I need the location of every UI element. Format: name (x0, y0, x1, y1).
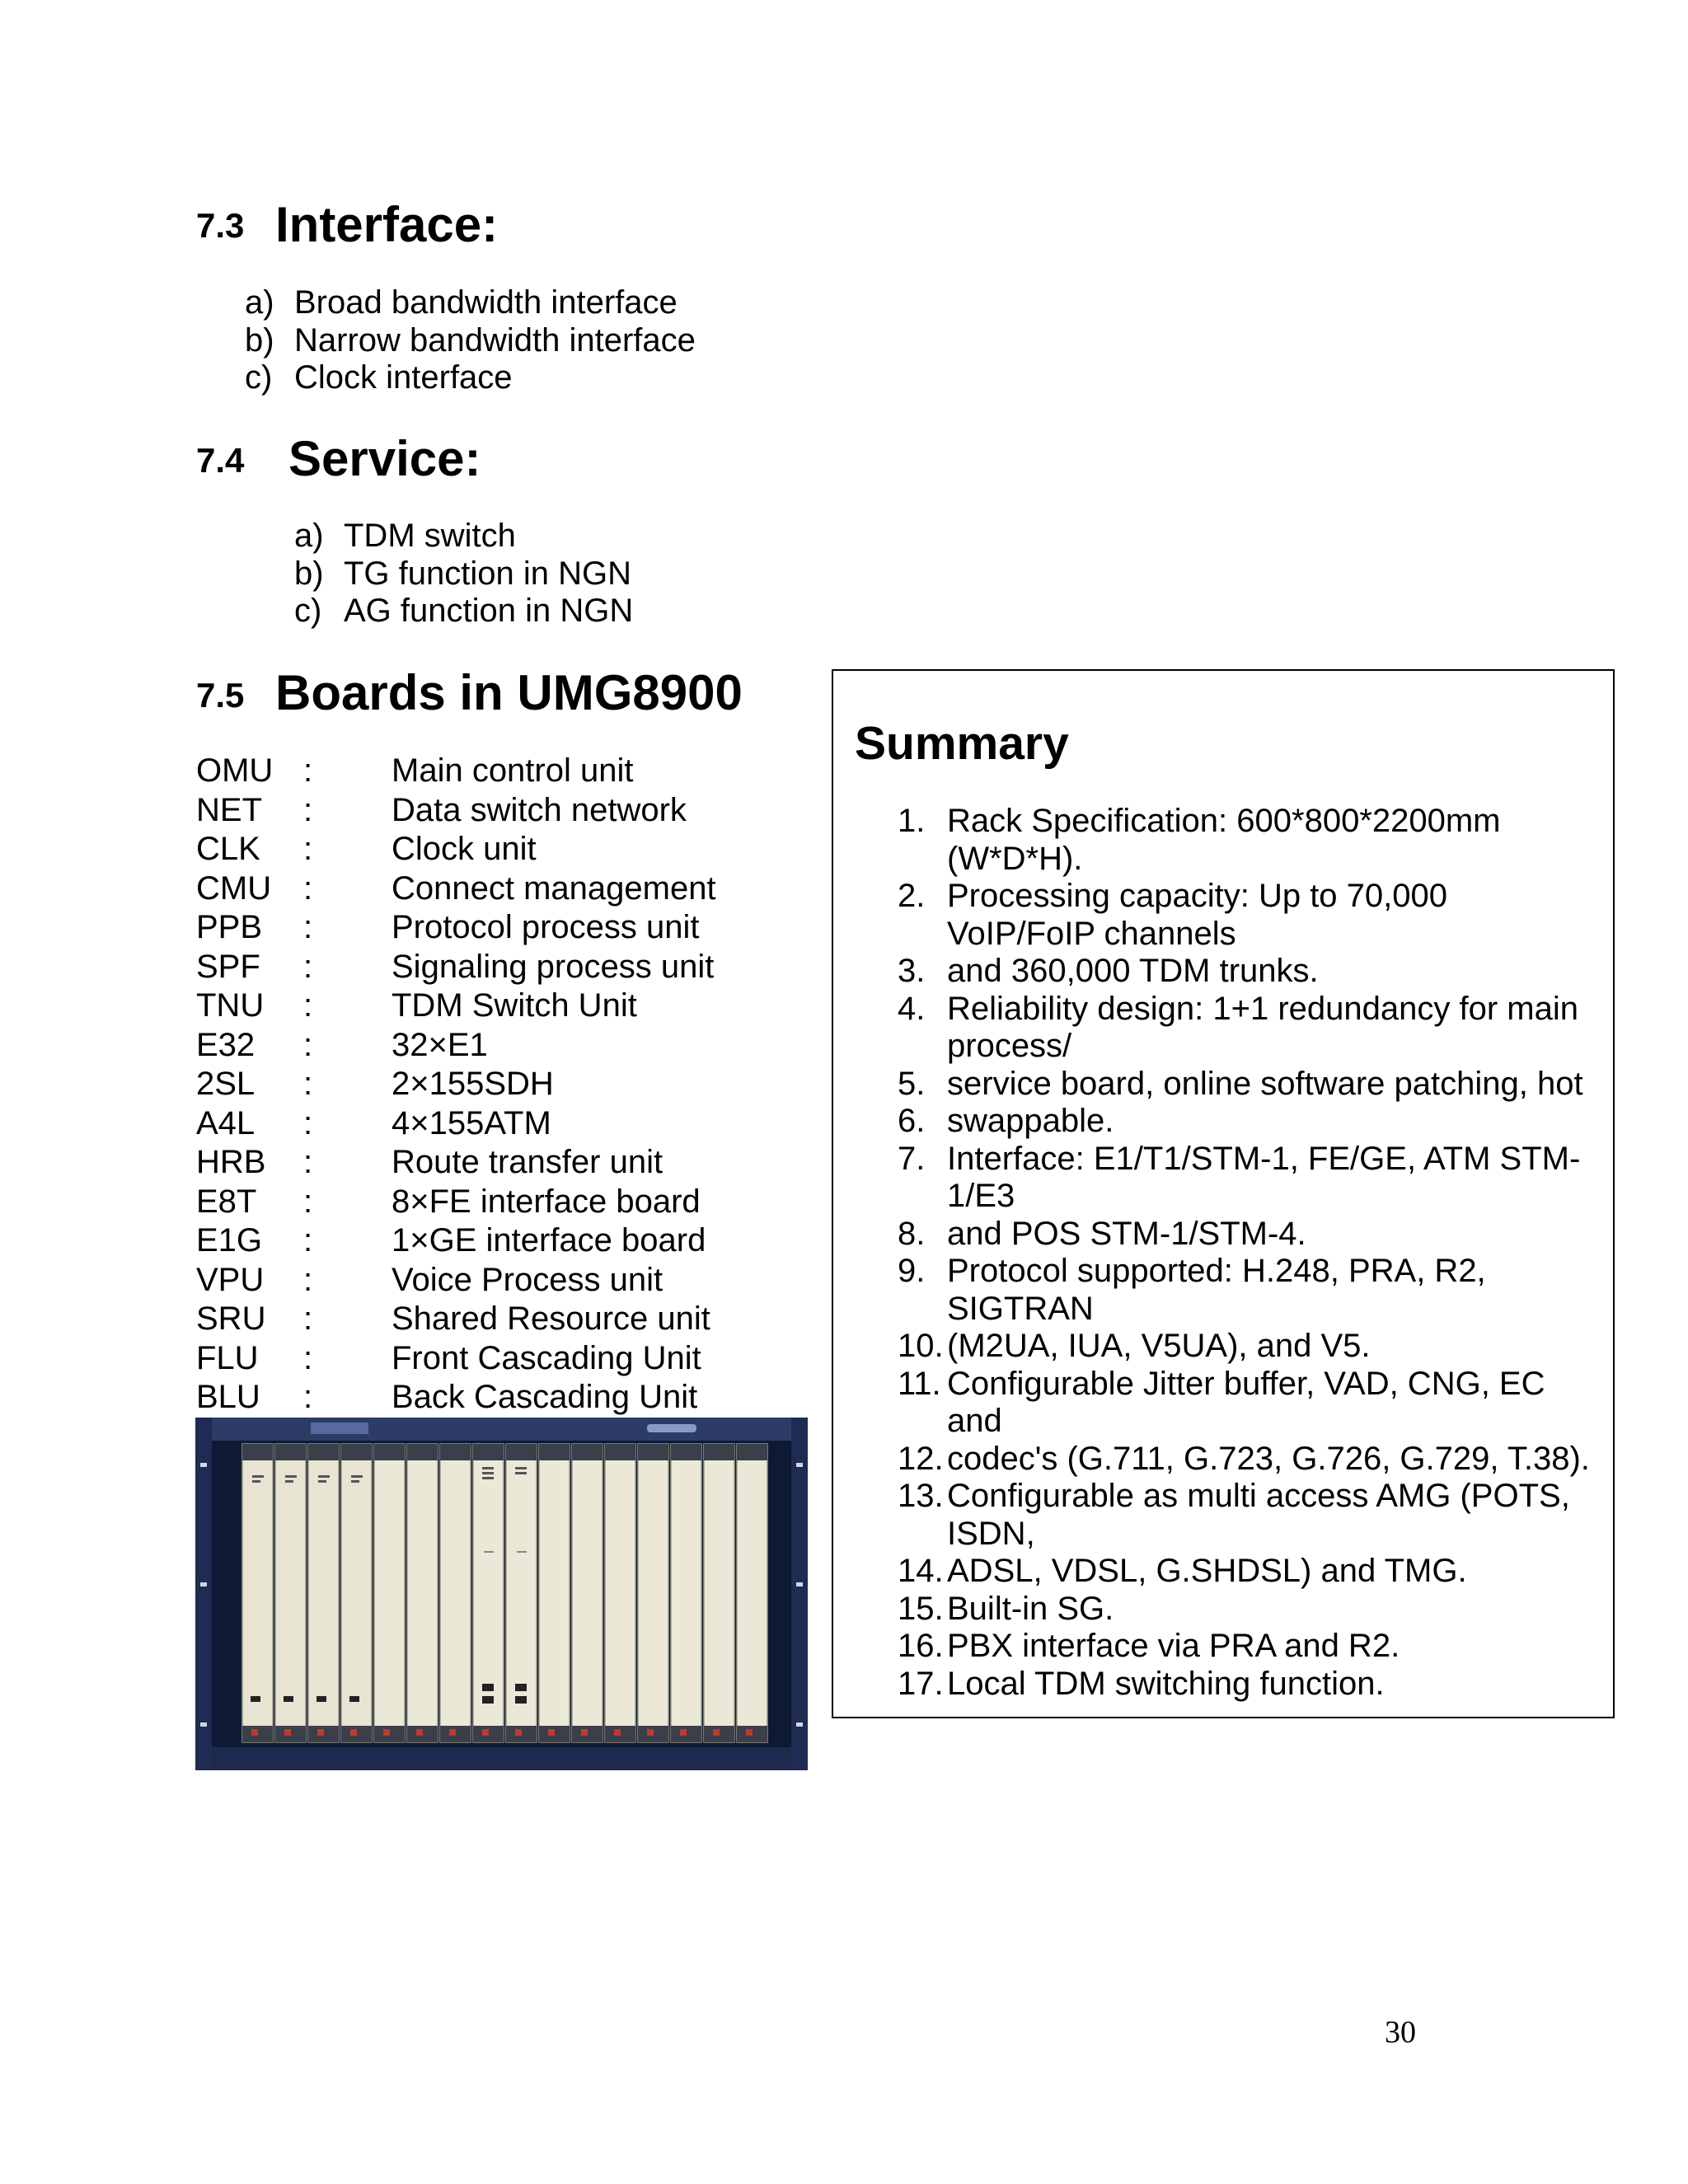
interface-list (245, 284, 696, 397)
board-row: NET : Data switch network (196, 791, 687, 828)
board-row: E8T : 8×FE interface board (196, 1183, 701, 1220)
board-row: CLK : Clock unit (196, 831, 537, 867)
board-row: SPF : Signaling process unit (196, 948, 715, 985)
list-item: 12. codec's (G.711, G.723, G.726, G.729, T.38). (898, 1440, 1590, 1477)
board-row: CMU : Connect management (196, 869, 716, 907)
list-item: 15. Built-in SG. (898, 1590, 1114, 1627)
board-row: BLU : Back Cascading Unit (196, 1379, 698, 1415)
list-item: 14. ADSL, VDSL, G.SHDSL) and TMG. (898, 1553, 1467, 1589)
board-row: HRB : Route transfer unit (196, 1144, 663, 1180)
list-item: b) Narrow bandwidth interface (245, 321, 696, 359)
section-7-3-title: Interface: (275, 197, 499, 252)
list-item: 5. service board, online software patching, hot (898, 1065, 1583, 1102)
summary-list (898, 803, 1598, 1703)
list-item: a) TDM switch (294, 518, 516, 554)
board-row: FLU : Front Cascading Unit (196, 1339, 701, 1376)
list-item: 2. Processing capacity: Up to 70,000 VoIP/FoIP channels (898, 878, 1448, 952)
list-item: c) AG function in NGN (294, 593, 634, 629)
list-item: 9. Protocol supported: H.248, PRA, R2, SIGTRAN (898, 1253, 1486, 1327)
board-row: E1G : 1×GE interface board (196, 1222, 706, 1258)
section-7-4-title: Service: (288, 431, 481, 486)
board-row: E32 : 32×E1 (196, 1026, 488, 1063)
list-item: 6. swappable. (898, 1103, 1114, 1139)
list-item: 16. PBX interface via PRA and R2. (898, 1628, 1400, 1664)
list-item: 11. Configurable Jitter buffer, VAD, CNG, EC and (898, 1365, 1545, 1439)
list-item: c) Clock interface (245, 359, 513, 396)
board-row: A4L : 4×155ATM (196, 1104, 551, 1141)
summary-box (832, 669, 1615, 1718)
board-row: PPB : Protocol process unit (196, 909, 700, 945)
list-item: 13. Configurable as multi access AMG (POTS, ISDN, (898, 1478, 1570, 1552)
boards-list (196, 752, 716, 1418)
service-list (294, 518, 633, 630)
summary-title: Summary (855, 717, 1069, 770)
list-item: 8. and POS STM-1/STM-4. (898, 1215, 1306, 1252)
board-row: 2SL : 2×155SDH (196, 1066, 554, 1102)
section-7-4-number: 7.4 (196, 441, 245, 480)
list-item: 7. Interface: E1/T1/STM-1, FE/GE, ATM STM-1/E3 (898, 1140, 1581, 1214)
board-row: OMU : Main control unit (196, 752, 634, 789)
list-item: a) Broad bandwidth interface (245, 284, 678, 321)
section-7-3-number: 7.3 (196, 206, 245, 245)
list-item: 4. Reliability design: 1+1 redundancy for main process/ (898, 990, 1578, 1064)
list-item: 3. and 360,000 TDM trunks. (898, 953, 1319, 989)
section-7-5-title: Boards in UMG8900 (275, 665, 743, 720)
board-row: VPU : Voice Process unit (196, 1261, 663, 1298)
list-item: 10. (M2UA, IUA, V5UA), and V5. (898, 1328, 1371, 1364)
list-item: 1. Rack Specification: 600*800*2200mm (W*D*H). (898, 803, 1501, 877)
board-row: TNU : TDM Switch Unit (196, 987, 637, 1024)
page-number: 30 (1385, 2015, 1416, 2050)
list-item: 17. Local TDM switching function. (898, 1665, 1385, 1702)
list-item: b) TG function in NGN (294, 555, 632, 592)
board-row: SRU : Shared Resource unit (196, 1301, 710, 1337)
section-7-5-number: 7.5 (196, 676, 245, 715)
umg8900-rack-image (195, 1418, 808, 1770)
